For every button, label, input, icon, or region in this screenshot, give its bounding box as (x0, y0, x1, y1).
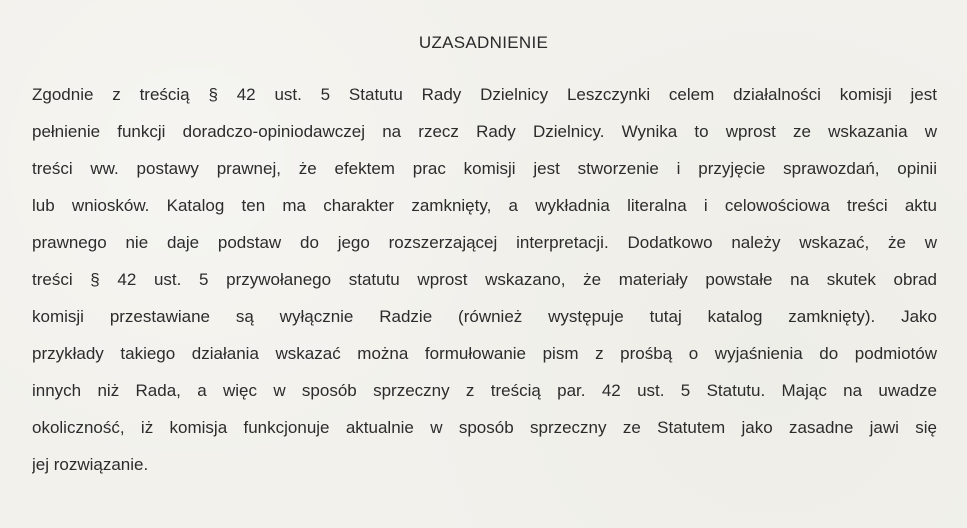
paragraph-line-7: komisji przestawiane są wyłącznie Radzie (również występuje tutaj katalog zamknięty). Jako (32, 307, 937, 326)
justification-paragraph (32, 82, 937, 489)
paragraph-line-1: Zgodnie z treścią § 42 ust. 5 Statutu Rady Dzielnicy Leszczynki celem działalności komisji jest (32, 85, 937, 104)
paragraph-line-3: treści ww. postawy prawnej, że efektem prac komisji jest stworzenie i przyjęcie sprawozdań, opinii (32, 159, 937, 178)
paragraph-line-5: prawnego nie daje podstaw do jego rozszerzającej interpretacji. Dodatkowo należy wskazać, że w (32, 233, 937, 252)
paragraph-line-2: pełnienie funkcji doradczo-opiniodawczej na rzecz Rady Dzielnicy. Wynika to wprost ze wskazania w (32, 122, 937, 141)
paragraph-line-4: lub wniosków. Katalog ten ma charakter zamknięty, a wykładnia literalna i celowościowa treści aktu (32, 196, 937, 215)
paragraph-line-8: przykłady takiego działania wskazać można formułowanie pism z prośbą o wyjaśnienia do podmiotów (32, 344, 937, 363)
paragraph-line-9: innych niż Rada, a więc w sposób sprzeczny z treścią par. 42 ust. 5 Statutu. Mając na uwadze (32, 381, 937, 400)
paragraph-line-11: jej rozwiązanie. (32, 455, 149, 474)
document-title: UZASADNIENIE (418, 33, 549, 52)
paragraph-line-6: treści § 42 ust. 5 przywołanego statutu wprost wskazano, że materiały powstałe na skutek obrad (32, 270, 937, 289)
paragraph-line-10: okoliczność, iż komisja funkcjonuje aktualnie w sposób sprzeczny ze Statutem jako zasadne jawi się (32, 418, 937, 437)
